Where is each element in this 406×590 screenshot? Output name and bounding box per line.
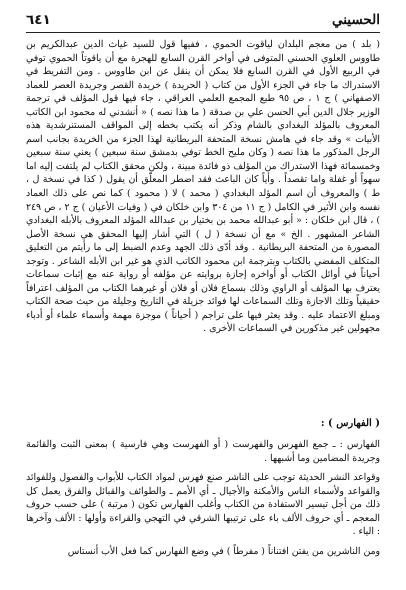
paragraph: وقواعد النشر الحديثة توجب على الناشر صنع فهرس لمواد الكتاب للأبواب والفصول وللفوائد والقواعد ولأسماء الناس والأمكنة والأجيال ـ أي الأمم ـ والطوائف والقبائل والفرق يعمل كل ذلك من أجل تيسير الاستفادة من الكتاب وأغلب الفهارس تكون ( مرتبة ) على حسب حروف المعجم ـ أي حروف الألف باء على ترتيبها الشرقي في التهجي والقراءة وأولها : الألف وآخرها : الياء .	[26, 472, 380, 538]
running-head: الحسيني	[331, 12, 380, 28]
main-text	[26, 38, 380, 336]
paragraph: ومن الناشرين من يفتن افتناناً ( مفرطاً ) في وضع الفهارس كما فعل الأب أنستاس	[67, 545, 380, 557]
section-title: ( الفهارس ) :	[320, 418, 380, 429]
paragraph: الفهارس : ـ جمع الفهرس والفهرست ( أو الفهرست وهي فارسية ) بمعنى الثبت والقائمة وجريدة المضامين وما أشبهها .	[26, 439, 380, 464]
paragraph: ( بلد ) من معجم البلدان لياقوت الحموي ، ففيها قول للسيد غياث الدين عبدالكريم بن طاووس العلوي الحسني المتوفى في أواخر القرن السابع للهجرة مع أن ياقوتاً الحموي توفي في الربيع الأول في القرن السابع فلا يمكن أن ينقل عن ابن طاووس . ومن التفريط في الاستدراك ما جاء في الجزء الأول من كتاب ( الحريدة ) خريدة القصر وجريدة العصر للعماد الاصفهاني ) ج ١ ، ص ٩٥ طبع المجمع العلمي العراقي ، جاء فيها قول المؤلف في ترجمة الوزير جلال الدين أبي الحسن علي بن صدقة ( ما هذا نصه ) « أنشدني له محمود ابن الكاتب المعروف بالمؤلد البغدادي بالشام وذكر أنه يكتب بخطه إلى المواقف المستنرشدية هذه الأبيات » وقد جاء في هامش نسخة المتحفة البريطانية لهذا الجزء من الخريدة بجانب اسم الرجل المذكور ما هذا نصه ( وكان مليح الخط توفي بدمشق سنة سبعين ) يعني سنة سبعين وخمسمائة فهذا الاستدراك من المؤلف ذو فائدة مبينة ، ولكن محقق الكتاب لم يلتفت إليه اما سهواً أو غفلة واما تقصداً . وأياً كان الباعث فقد اضطر المعلّق أن يقول ( كذا في نسخة ل ، ط ) والمعروف أن اسم المؤلد البغدادي ( محمد ) لا ( محمود ) كما نص على ذلك العماد نفسه وابن الأثير في الكامل ( ج ١١ من ٣٠٤ وابن خلكان في ( وفيات الأعيان ) ج ٢ ، ص ٢٤٩ ) ، قال ابن خلكان : « أبو عبدالله محمد بن بختيار بن عبدالله المؤلد المعروف بالأبله البغدادي الشاعر المشهور . الخ » مع أن نسخة ( ل ) التي أشار إليها المحقق هي نسخة الأصل المصورة من المتحفة البريطانية . وقد أدّى ذلك الجهد وعدم الضبط إلى ما رأيتم من التعليق المتكلف المفضي بالكتاب وبترجمة ابن محمود الكاتب الذي هو غير ابن الأبله الشاعر . وتوجد أحياناً في أوائل الكتاب أو أواخره إجازة بروايته عن مؤلفه أو رواية عنه مع إثبات سماعات يعترف بها المؤلف أو الراوي وذلك بسماع فلان أو فلان أو غيرهما الكتاب من المؤلف اعترافاً حقيقياً وتلك الاجازة وتلك السماعات لها فوائد جزيلة في التاريخ وجليلة من حيث صحة الكتاب ومبلغ الاعتماد عليه . وقد يعثر فيها على تراجم ( أحياناً ) موجزة مهمة وأسماء علماء أو أدباء مجهولين غير مذكورين في السماعات الأخرى .	[26, 39, 381, 335]
page-number: ٦٤١	[26, 12, 51, 28]
section-text	[26, 438, 380, 558]
page-header	[26, 12, 380, 33]
